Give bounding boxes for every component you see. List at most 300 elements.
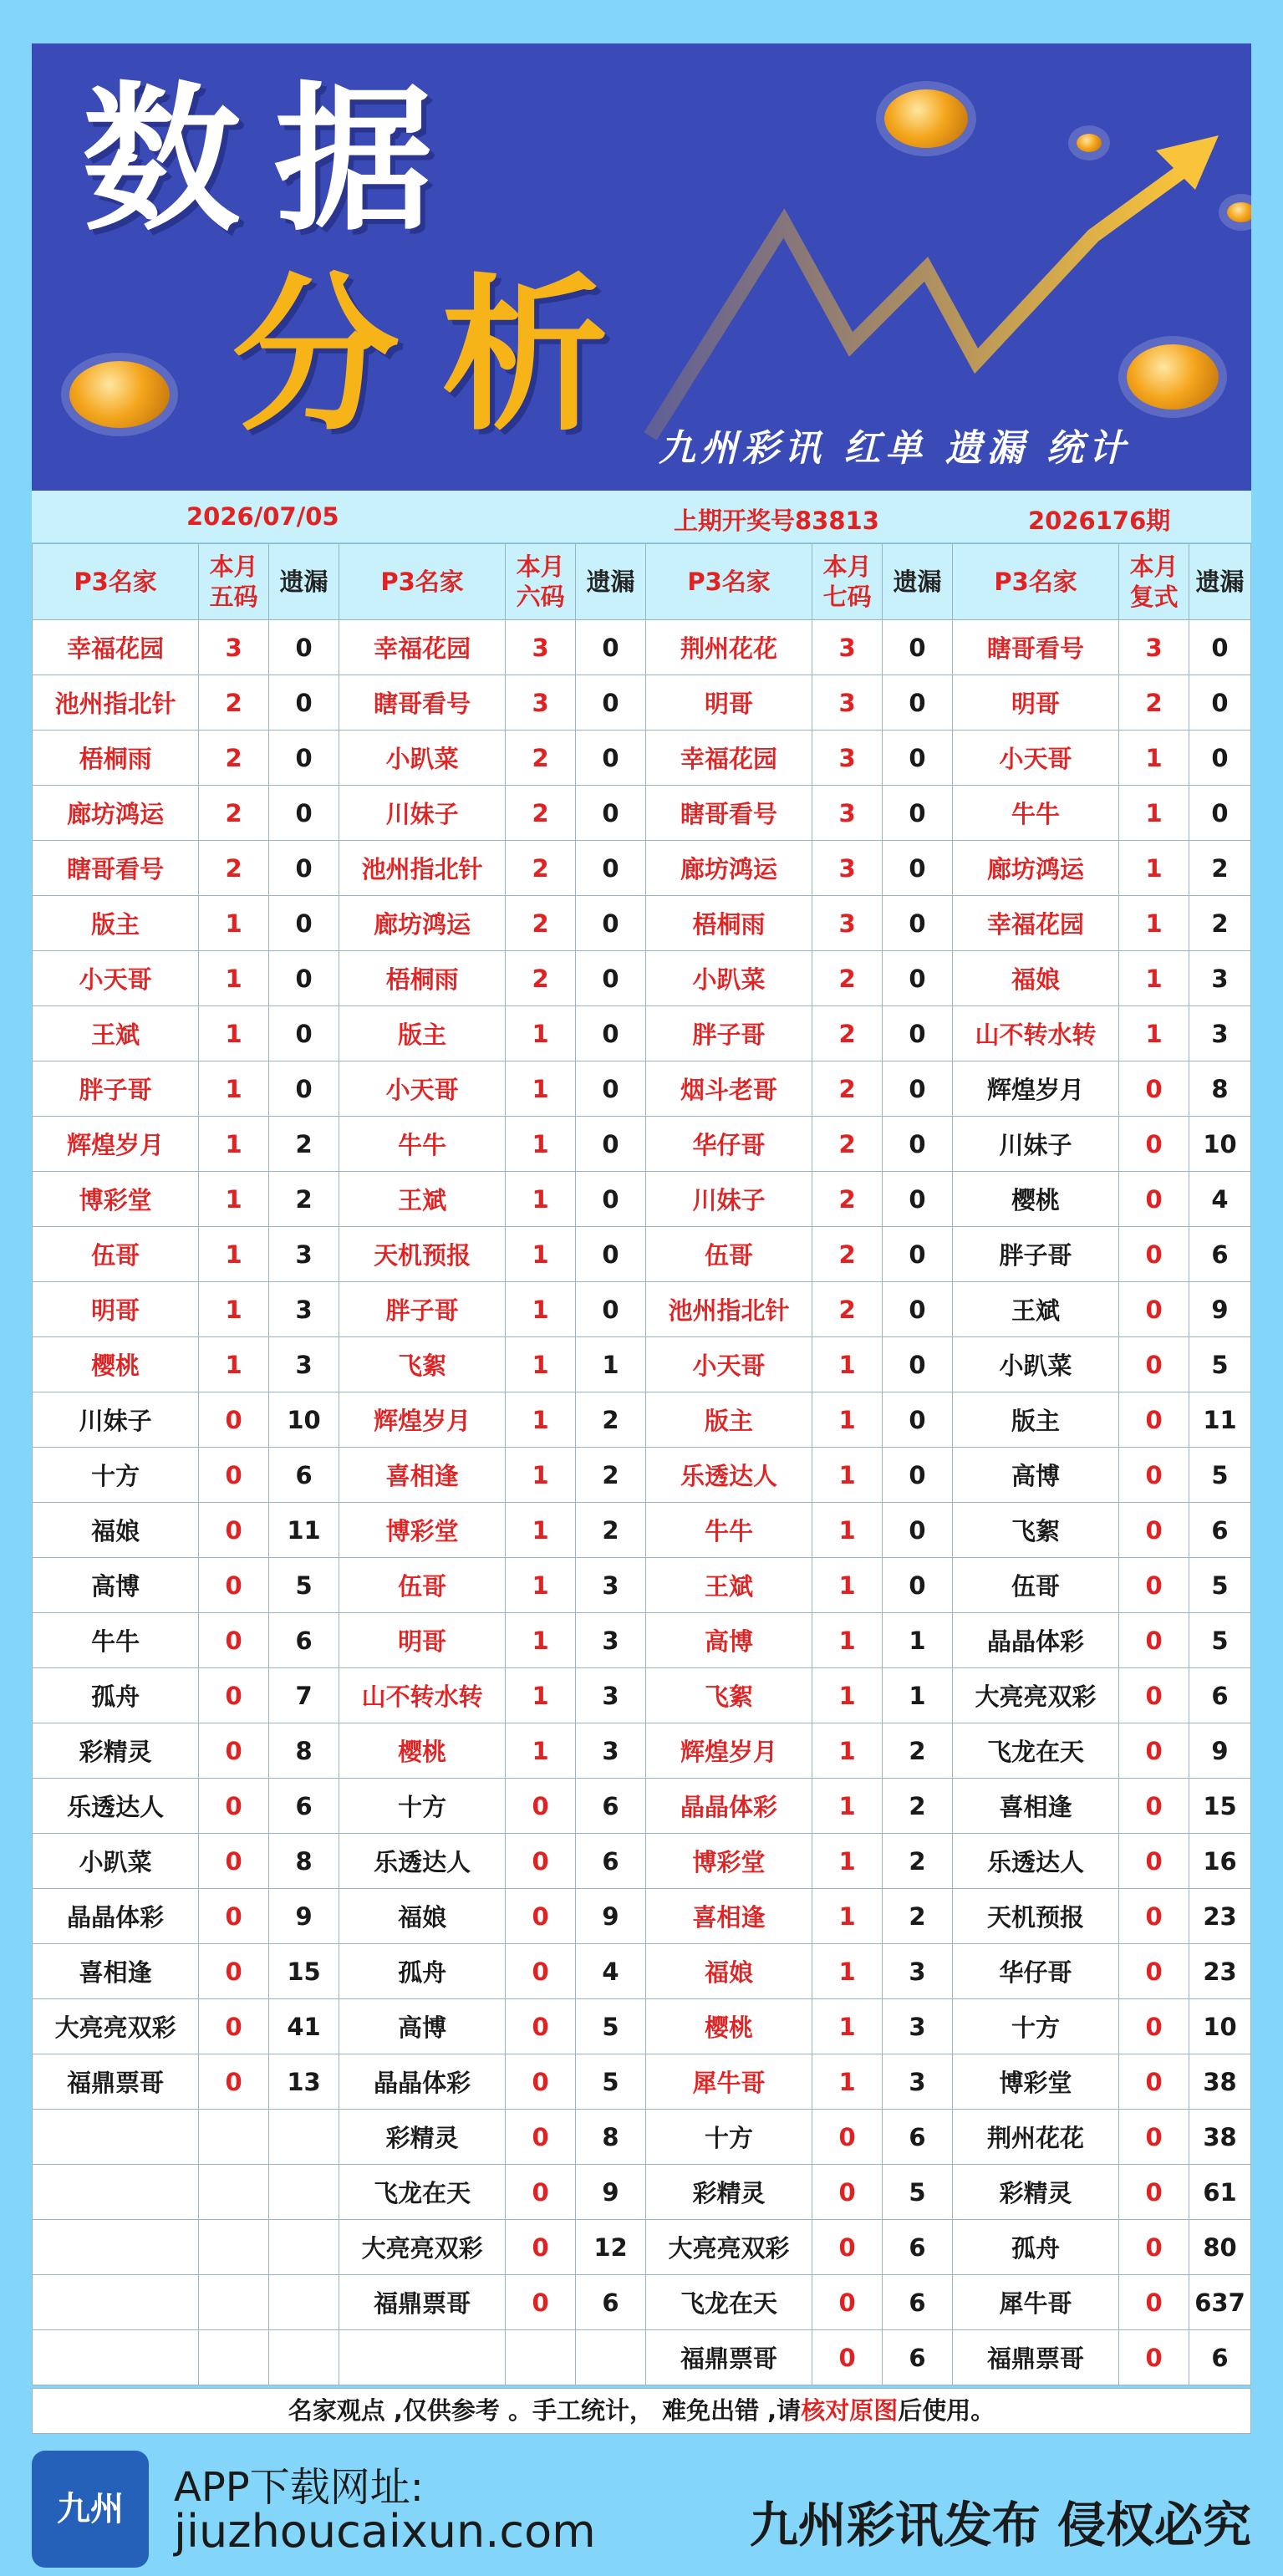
miss-count-cell: 6 bbox=[269, 1779, 339, 1834]
hit-count-cell: 0 bbox=[1119, 1558, 1189, 1613]
table-row bbox=[33, 1558, 1251, 1613]
hit-count-cell: 2 bbox=[199, 786, 269, 841]
miss-count-cell: 0 bbox=[883, 1227, 953, 1282]
expert-name-cell: 天机预报 bbox=[339, 1227, 505, 1282]
hit-count-cell bbox=[199, 2110, 269, 2165]
table-row bbox=[33, 1889, 1251, 1944]
miss-count-cell: 0 bbox=[269, 841, 339, 896]
last-draw-number: 上期开奖号83813 bbox=[674, 507, 879, 535]
expert-name-cell: 辉煌岁月 bbox=[339, 1392, 505, 1448]
column-header-count: 本月复式 bbox=[1119, 544, 1189, 620]
expert-name-cell: 博彩堂 bbox=[645, 1834, 812, 1889]
miss-count-cell: 2 bbox=[883, 1889, 953, 1944]
expert-name-cell: 牛牛 bbox=[952, 786, 1118, 841]
miss-count-cell: 15 bbox=[1189, 1779, 1251, 1834]
app-download-url[interactable]: jiuzhoucaixun.com bbox=[174, 2505, 596, 2558]
expert-name-cell: 福娘 bbox=[952, 951, 1118, 1006]
column-header-miss: 遗漏 bbox=[883, 544, 953, 620]
miss-count-cell: 10 bbox=[269, 1392, 339, 1448]
hit-count-cell: 0 bbox=[199, 1558, 269, 1613]
hit-count-cell bbox=[199, 2275, 269, 2330]
hit-count-cell: 0 bbox=[506, 1834, 576, 1889]
expert-name-cell: 樱桃 bbox=[339, 1723, 505, 1779]
miss-count-cell: 0 bbox=[883, 675, 953, 731]
hit-count-cell: 2 bbox=[812, 1061, 883, 1117]
expert-name-cell: 小趴菜 bbox=[33, 1834, 199, 1889]
table-header-row bbox=[33, 544, 1251, 620]
expert-name-cell: 大亮亮双彩 bbox=[645, 2220, 812, 2275]
hit-count-cell: 0 bbox=[199, 1448, 269, 1503]
miss-count-cell: 0 bbox=[1189, 731, 1251, 786]
coin-icon bbox=[69, 361, 170, 428]
hit-count-cell: 1 bbox=[812, 1723, 883, 1779]
expert-name-cell: 福鼎票哥 bbox=[33, 2054, 199, 2110]
miss-count-cell: 0 bbox=[883, 1117, 953, 1172]
miss-count-cell: 2 bbox=[576, 1448, 646, 1503]
expert-name-cell: 幸福花园 bbox=[645, 731, 812, 786]
hit-count-cell: 2 bbox=[812, 1282, 883, 1337]
miss-count-cell: 2 bbox=[1189, 841, 1251, 896]
miss-count-cell: 6 bbox=[576, 1834, 646, 1889]
hit-count-cell: 1 bbox=[506, 1337, 576, 1392]
table-row bbox=[33, 1227, 1251, 1282]
expert-name-cell: 彩精灵 bbox=[952, 2165, 1118, 2220]
hit-count-cell: 0 bbox=[199, 1613, 269, 1668]
expert-name-cell: 福娘 bbox=[339, 1889, 505, 1944]
hit-count-cell: 1 bbox=[199, 1227, 269, 1282]
miss-count-cell: 0 bbox=[883, 1503, 953, 1558]
expert-name-cell: 辉煌岁月 bbox=[645, 1723, 812, 1779]
hit-count-cell: 1 bbox=[199, 1337, 269, 1392]
table-row bbox=[33, 731, 1251, 786]
hit-count-cell: 1 bbox=[1119, 896, 1189, 951]
miss-count-cell: 4 bbox=[1189, 1172, 1251, 1227]
expert-name-cell bbox=[33, 2110, 199, 2165]
expert-name-cell: 伍哥 bbox=[33, 1227, 199, 1282]
miss-count-cell: 8 bbox=[1189, 1061, 1251, 1117]
miss-count-cell: 38 bbox=[1189, 2110, 1251, 2165]
expert-name-cell: 孤舟 bbox=[952, 2220, 1118, 2275]
hit-count-cell: 1 bbox=[812, 1944, 883, 1999]
expert-name-cell: 樱桃 bbox=[952, 1172, 1118, 1227]
hit-count-cell: 1 bbox=[199, 1282, 269, 1337]
expert-name-cell: 山不转水转 bbox=[952, 1006, 1118, 1061]
expert-name-cell: 荆州花花 bbox=[952, 2110, 1118, 2165]
hit-count-cell: 1 bbox=[1119, 731, 1189, 786]
hit-count-cell: 1 bbox=[506, 1061, 576, 1117]
miss-count-cell: 16 bbox=[1189, 1834, 1251, 1889]
expert-name-cell: 幸福花园 bbox=[339, 620, 505, 675]
hit-count-cell: 1 bbox=[199, 1061, 269, 1117]
expert-name-cell: 廊坊鸿运 bbox=[33, 786, 199, 841]
hit-count-cell: 0 bbox=[199, 2054, 269, 2110]
hit-count-cell: 1 bbox=[506, 1503, 576, 1558]
expert-name-cell: 廊坊鸿运 bbox=[952, 841, 1118, 896]
hit-count-cell: 1 bbox=[506, 1448, 576, 1503]
banner-title-line2: 分析 bbox=[232, 259, 651, 454]
miss-count-cell: 2 bbox=[576, 1503, 646, 1558]
miss-count-cell: 6 bbox=[1189, 2330, 1251, 2385]
miss-count-cell: 2 bbox=[883, 1834, 953, 1889]
hit-count-cell bbox=[199, 2165, 269, 2220]
expert-name-cell: 明哥 bbox=[339, 1613, 505, 1668]
expert-name-cell: 犀牛哥 bbox=[645, 2054, 812, 2110]
hit-count-cell: 0 bbox=[1119, 1337, 1189, 1392]
hit-count-cell: 1 bbox=[506, 1558, 576, 1613]
hit-count-cell: 2 bbox=[506, 951, 576, 1006]
miss-count-cell: 6 bbox=[576, 1779, 646, 1834]
miss-count-cell: 3 bbox=[883, 1999, 953, 2054]
miss-count-cell: 8 bbox=[269, 1834, 339, 1889]
hit-count-cell: 0 bbox=[1119, 1889, 1189, 1944]
banner-title-line1: 数据 bbox=[82, 68, 467, 252]
expert-name-cell: 乐透达人 bbox=[33, 1779, 199, 1834]
miss-count-cell bbox=[269, 2110, 339, 2165]
expert-name-cell: 樱桃 bbox=[33, 1337, 199, 1392]
hit-count-cell: 1 bbox=[506, 1006, 576, 1061]
expert-name-cell: 喜相逢 bbox=[952, 1779, 1118, 1834]
expert-name-cell: 小天哥 bbox=[33, 951, 199, 1006]
miss-count-cell: 2 bbox=[269, 1117, 339, 1172]
hit-count-cell: 1 bbox=[812, 2054, 883, 2110]
expert-name-cell bbox=[33, 2220, 199, 2275]
hit-count-cell: 1 bbox=[199, 1117, 269, 1172]
table-row bbox=[33, 2054, 1251, 2110]
miss-count-cell: 6 bbox=[1189, 1503, 1251, 1558]
hit-count-cell: 2 bbox=[812, 951, 883, 1006]
expert-name-cell: 川妹子 bbox=[952, 1117, 1118, 1172]
disclaimer-text: 名家观点 ,仅供参考 。手工统计， 难免出错 ,请 bbox=[288, 2396, 802, 2425]
miss-count-cell: 0 bbox=[1189, 620, 1251, 675]
expert-name-cell: 小天哥 bbox=[339, 1061, 505, 1117]
hit-count-cell: 2 bbox=[199, 841, 269, 896]
expert-name-cell: 喜相逢 bbox=[645, 1889, 812, 1944]
miss-count-cell: 0 bbox=[576, 841, 646, 896]
hit-count-cell: 0 bbox=[506, 1944, 576, 1999]
miss-count-cell: 2 bbox=[883, 1779, 953, 1834]
hit-count-cell: 1 bbox=[199, 896, 269, 951]
miss-count-cell: 3 bbox=[576, 1723, 646, 1779]
expert-name-cell: 彩精灵 bbox=[33, 1723, 199, 1779]
hit-count-cell: 0 bbox=[812, 2220, 883, 2275]
expert-name-cell: 飞龙在天 bbox=[339, 2165, 505, 2220]
miss-count-cell: 80 bbox=[1189, 2220, 1251, 2275]
hit-count-cell: 0 bbox=[506, 2220, 576, 2275]
expert-name-cell: 福鼎票哥 bbox=[645, 2330, 812, 2385]
expert-name-cell: 小趴菜 bbox=[339, 731, 505, 786]
hit-count-cell: 0 bbox=[199, 1668, 269, 1723]
hit-count-cell: 0 bbox=[812, 2330, 883, 2385]
hit-count-cell: 1 bbox=[506, 1668, 576, 1723]
hit-count-cell: 1 bbox=[812, 1999, 883, 2054]
expert-name-cell: 伍哥 bbox=[952, 1558, 1118, 1613]
expert-name-cell: 十方 bbox=[952, 1999, 1118, 2054]
expert-name-cell: 王斌 bbox=[645, 1558, 812, 1613]
expert-name-cell: 福鼎票哥 bbox=[339, 2275, 505, 2330]
miss-count-cell: 3 bbox=[576, 1668, 646, 1723]
hit-count-cell: 0 bbox=[1119, 1282, 1189, 1337]
miss-count-cell: 0 bbox=[576, 1172, 646, 1227]
miss-count-cell: 5 bbox=[269, 1558, 339, 1613]
miss-count-cell: 0 bbox=[883, 1006, 953, 1061]
miss-count-cell: 6 bbox=[883, 2110, 953, 2165]
disclaimer-note bbox=[32, 2388, 1251, 2434]
expert-name-cell: 乐透达人 bbox=[339, 1834, 505, 1889]
table-row bbox=[33, 620, 1251, 675]
miss-count-cell: 0 bbox=[576, 620, 646, 675]
table-row bbox=[33, 1282, 1251, 1337]
hit-count-cell: 0 bbox=[1119, 1117, 1189, 1172]
expert-name-cell: 梧桐雨 bbox=[339, 951, 505, 1006]
hit-count-cell: 0 bbox=[1119, 1448, 1189, 1503]
info-bar bbox=[32, 491, 1251, 542]
expert-name-cell: 牛牛 bbox=[33, 1613, 199, 1668]
miss-count-cell: 38 bbox=[1189, 2054, 1251, 2110]
miss-count-cell: 0 bbox=[576, 1117, 646, 1172]
expert-name-cell: 王斌 bbox=[33, 1006, 199, 1061]
expert-name-cell: 幸福花园 bbox=[952, 896, 1118, 951]
miss-count-cell: 0 bbox=[576, 1227, 646, 1282]
expert-name-cell bbox=[33, 2165, 199, 2220]
disclaimer-highlight: 核对原图 bbox=[801, 2396, 899, 2425]
table-row bbox=[33, 675, 1251, 731]
expert-name-cell: 博彩堂 bbox=[952, 2054, 1118, 2110]
table-row bbox=[33, 1503, 1251, 1558]
miss-count-cell: 10 bbox=[1189, 1999, 1251, 2054]
table-row bbox=[33, 1337, 1251, 1392]
hit-count-cell: 0 bbox=[199, 1779, 269, 1834]
app-logo: 九州 bbox=[32, 2451, 149, 2568]
miss-count-cell: 1 bbox=[883, 1668, 953, 1723]
miss-count-cell: 0 bbox=[883, 1061, 953, 1117]
miss-count-cell: 12 bbox=[576, 2220, 646, 2275]
hit-count-cell: 0 bbox=[506, 1999, 576, 2054]
expert-name-cell: 福娘 bbox=[33, 1503, 199, 1558]
hit-count-cell: 0 bbox=[199, 1834, 269, 1889]
banner-subtitle: 九州彩讯 红单 遗漏 统计 bbox=[659, 427, 1130, 470]
expert-name-cell: 胖子哥 bbox=[645, 1006, 812, 1061]
miss-count-cell: 0 bbox=[269, 1061, 339, 1117]
miss-count-cell bbox=[269, 2330, 339, 2385]
expert-name-cell: 高博 bbox=[33, 1558, 199, 1613]
hit-count-cell: 3 bbox=[506, 620, 576, 675]
hit-count-cell: 2 bbox=[812, 1172, 883, 1227]
expert-name-cell: 明哥 bbox=[952, 675, 1118, 731]
column-header-count: 本月六码 bbox=[506, 544, 576, 620]
hit-count-cell: 0 bbox=[506, 2165, 576, 2220]
miss-count-cell: 10 bbox=[1189, 1117, 1251, 1172]
miss-count-cell: 5 bbox=[1189, 1448, 1251, 1503]
miss-count-cell: 0 bbox=[883, 620, 953, 675]
column-header-count: 本月七码 bbox=[812, 544, 883, 620]
issue-period: 2026176期 bbox=[1028, 507, 1171, 535]
expert-name-cell: 版主 bbox=[645, 1392, 812, 1448]
table-row bbox=[33, 1834, 1251, 1889]
miss-count-cell: 5 bbox=[1189, 1558, 1251, 1613]
hit-count-cell: 3 bbox=[199, 620, 269, 675]
app-download-label: APP下载网址: bbox=[174, 2464, 424, 2511]
column-header-count: 本月五码 bbox=[199, 544, 269, 620]
table-row bbox=[33, 1172, 1251, 1227]
miss-count-cell: 6 bbox=[883, 2330, 953, 2385]
table-row bbox=[33, 2330, 1251, 2385]
miss-count-cell: 0 bbox=[576, 731, 646, 786]
miss-count-cell: 6 bbox=[1189, 1668, 1251, 1723]
miss-count-cell: 9 bbox=[1189, 1723, 1251, 1779]
miss-count-cell: 5 bbox=[1189, 1337, 1251, 1392]
expert-name-cell: 版主 bbox=[339, 1006, 505, 1061]
miss-count-cell: 9 bbox=[576, 2165, 646, 2220]
expert-name-cell bbox=[339, 2330, 505, 2385]
hit-count-cell: 1 bbox=[812, 1558, 883, 1613]
miss-count-cell: 5 bbox=[576, 2054, 646, 2110]
expert-name-cell: 晶晶体彩 bbox=[339, 2054, 505, 2110]
expert-name-cell: 廊坊鸿运 bbox=[339, 896, 505, 951]
miss-count-cell: 11 bbox=[269, 1503, 339, 1558]
banner bbox=[32, 43, 1251, 491]
expert-name-cell: 幸福花园 bbox=[33, 620, 199, 675]
expert-name-cell: 梧桐雨 bbox=[645, 896, 812, 951]
miss-count-cell: 3 bbox=[576, 1558, 646, 1613]
expert-name-cell: 福娘 bbox=[645, 1944, 812, 1999]
miss-count-cell: 41 bbox=[269, 1999, 339, 2054]
hit-count-cell: 2 bbox=[812, 1006, 883, 1061]
expert-name-cell bbox=[33, 2330, 199, 2385]
hit-count-cell: 2 bbox=[812, 1227, 883, 1282]
expert-name-cell: 十方 bbox=[645, 2110, 812, 2165]
miss-count-cell: 0 bbox=[883, 841, 953, 896]
table-row bbox=[33, 841, 1251, 896]
miss-count-cell: 8 bbox=[269, 1723, 339, 1779]
hit-count-cell: 0 bbox=[506, 2275, 576, 2330]
hit-count-cell bbox=[199, 2220, 269, 2275]
hit-count-cell: 1 bbox=[1119, 951, 1189, 1006]
miss-count-cell: 5 bbox=[883, 2165, 953, 2220]
hit-count-cell: 0 bbox=[199, 1999, 269, 2054]
hit-count-cell: 3 bbox=[1119, 620, 1189, 675]
hit-count-cell: 0 bbox=[1119, 2110, 1189, 2165]
expert-name-cell: 喜相逢 bbox=[339, 1448, 505, 1503]
expert-name-cell bbox=[33, 2275, 199, 2330]
miss-count-cell: 3 bbox=[269, 1227, 339, 1282]
expert-name-cell: 大亮亮双彩 bbox=[339, 2220, 505, 2275]
miss-count-cell: 13 bbox=[269, 2054, 339, 2110]
expert-name-cell: 彩精灵 bbox=[339, 2110, 505, 2165]
miss-count-cell: 23 bbox=[1189, 1944, 1251, 1999]
hit-count-cell: 0 bbox=[1119, 1392, 1189, 1448]
expert-name-cell: 瞎哥看号 bbox=[33, 841, 199, 896]
hit-count-cell: 3 bbox=[812, 675, 883, 731]
hit-count-cell: 0 bbox=[1119, 1668, 1189, 1723]
expert-name-cell: 飞龙在天 bbox=[645, 2275, 812, 2330]
expert-name-cell: 小天哥 bbox=[645, 1337, 812, 1392]
expert-name-cell: 胖子哥 bbox=[33, 1061, 199, 1117]
expert-name-cell: 大亮亮双彩 bbox=[33, 1999, 199, 2054]
table-row bbox=[33, 951, 1251, 1006]
miss-count-cell: 8 bbox=[576, 2110, 646, 2165]
miss-count-cell: 2 bbox=[576, 1392, 646, 1448]
hit-count-cell: 0 bbox=[506, 1889, 576, 1944]
hit-count-cell: 2 bbox=[199, 731, 269, 786]
miss-count-cell: 0 bbox=[576, 1061, 646, 1117]
miss-count-cell: 1 bbox=[576, 1337, 646, 1392]
hit-count-cell: 3 bbox=[812, 786, 883, 841]
miss-count-cell: 7 bbox=[269, 1668, 339, 1723]
expert-name-cell: 飞絮 bbox=[645, 1668, 812, 1723]
miss-count-cell: 2 bbox=[883, 1723, 953, 1779]
miss-count-cell: 6 bbox=[269, 1448, 339, 1503]
hit-count-cell: 0 bbox=[506, 2110, 576, 2165]
miss-count-cell: 0 bbox=[883, 1337, 953, 1392]
column-header-miss: 遗漏 bbox=[269, 544, 339, 620]
expert-name-cell: 乐透达人 bbox=[645, 1448, 812, 1503]
table-body bbox=[33, 620, 1251, 2385]
hit-count-cell: 3 bbox=[506, 675, 576, 731]
expert-name-cell: 高博 bbox=[645, 1613, 812, 1668]
hit-count-cell: 0 bbox=[1119, 2165, 1189, 2220]
hit-count-cell: 1 bbox=[199, 1172, 269, 1227]
hit-count-cell: 3 bbox=[812, 896, 883, 951]
expert-name-cell: 明哥 bbox=[645, 675, 812, 731]
expert-name-cell: 烟斗老哥 bbox=[645, 1061, 812, 1117]
hit-count-cell: 2 bbox=[812, 1117, 883, 1172]
expert-name-cell: 辉煌岁月 bbox=[33, 1117, 199, 1172]
hit-count-cell: 0 bbox=[506, 2054, 576, 2110]
hit-count-cell: 0 bbox=[199, 1723, 269, 1779]
miss-count-cell: 0 bbox=[576, 1006, 646, 1061]
miss-count-cell: 23 bbox=[1189, 1889, 1251, 1944]
hit-count-cell: 0 bbox=[1119, 1944, 1189, 1999]
miss-count-cell: 0 bbox=[269, 620, 339, 675]
copyright-notice: 九州彩讯发布 侵权必究 bbox=[749, 2497, 1251, 2553]
expert-name-cell: 池州指北针 bbox=[339, 841, 505, 896]
table-row bbox=[33, 2110, 1251, 2165]
miss-count-cell: 3 bbox=[883, 1944, 953, 1999]
hit-count-cell: 0 bbox=[199, 1392, 269, 1448]
miss-count-cell bbox=[269, 2275, 339, 2330]
miss-count-cell: 0 bbox=[269, 731, 339, 786]
hit-count-cell: 1 bbox=[812, 1337, 883, 1392]
expert-name-cell: 王斌 bbox=[952, 1282, 1118, 1337]
table-row bbox=[33, 1668, 1251, 1723]
hit-count-cell: 1 bbox=[506, 1172, 576, 1227]
miss-count-cell: 0 bbox=[269, 1006, 339, 1061]
coin-icon bbox=[1127, 344, 1219, 410]
table-row bbox=[33, 1117, 1251, 1172]
footer bbox=[0, 2434, 1283, 2576]
expert-name-cell: 博彩堂 bbox=[339, 1503, 505, 1558]
hit-count-cell: 2 bbox=[1119, 675, 1189, 731]
hit-count-cell: 0 bbox=[1119, 1834, 1189, 1889]
table-row bbox=[33, 1723, 1251, 1779]
miss-count-cell: 3 bbox=[269, 1282, 339, 1337]
hit-count-cell: 1 bbox=[812, 1834, 883, 1889]
table-row bbox=[33, 786, 1251, 841]
expert-name-cell: 高博 bbox=[952, 1448, 1118, 1503]
hit-count-cell: 0 bbox=[1119, 1999, 1189, 2054]
miss-count-cell: 6 bbox=[576, 2275, 646, 2330]
miss-count-cell: 0 bbox=[1189, 675, 1251, 731]
hit-count-cell: 1 bbox=[199, 951, 269, 1006]
hit-count-cell: 0 bbox=[1119, 1723, 1189, 1779]
hit-count-cell: 0 bbox=[1119, 2275, 1189, 2330]
miss-count-cell bbox=[269, 2165, 339, 2220]
expert-name-cell: 牛牛 bbox=[339, 1117, 505, 1172]
miss-count-cell: 0 bbox=[883, 731, 953, 786]
miss-count-cell: 6 bbox=[1189, 1227, 1251, 1282]
expert-name-cell: 小趴菜 bbox=[645, 951, 812, 1006]
miss-count-cell: 0 bbox=[883, 1448, 953, 1503]
